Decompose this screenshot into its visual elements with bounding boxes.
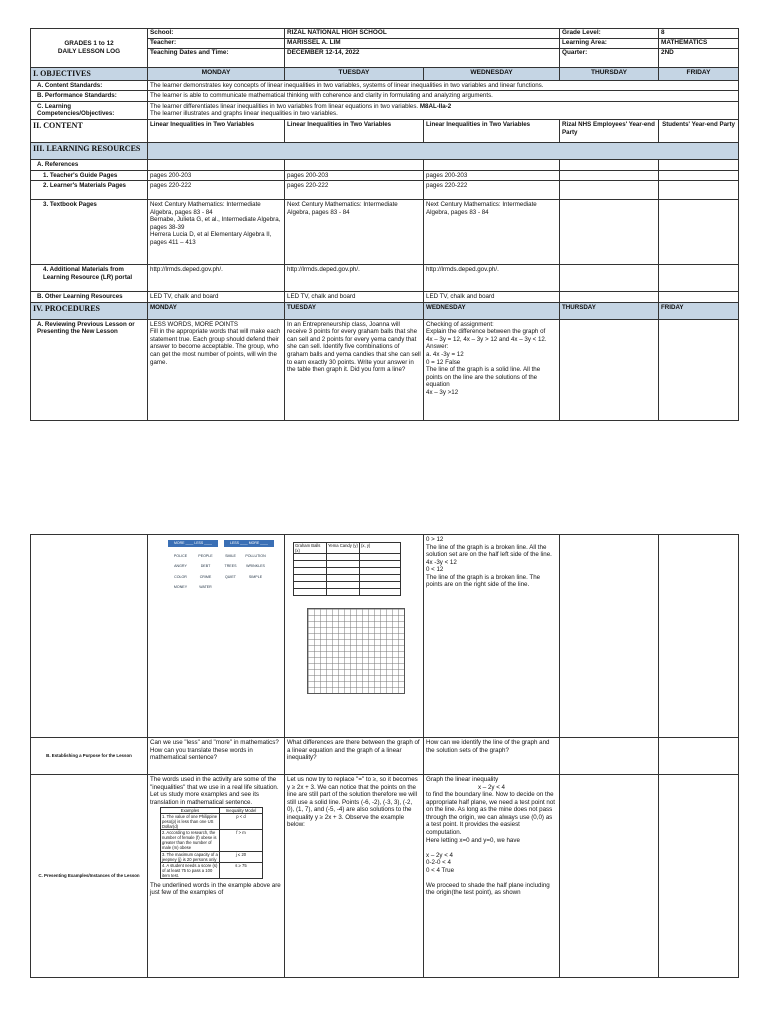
content-wednesday: Linear Inequalities in Two Variables [424,120,560,143]
more-less-card: MORE ____ LESS ____ [168,540,218,547]
proc-day-tuesday: TUESDAY [285,302,424,319]
content-tuesday: Linear Inequalities in Two Variables [285,120,424,143]
other-thursday [560,292,659,303]
objectives-heading: I. OBJECTIVES [31,68,148,81]
resources-heading-fill [148,143,739,160]
game-word: COLOR [174,574,187,579]
continued-label [31,535,148,738]
game-word: POLLUTION [245,554,266,558]
proc-c-monday [148,775,285,978]
grade-level-label: Grade Level: [560,29,659,39]
proc-b-monday: Can we use "less" and "more" in mathematics? How can you translate these words in mathematical sentence? [148,738,285,775]
competency-2: The learner illustrates and graphs linear inequalities in two variables. [150,110,338,118]
other-monday: LED TV, chalk and board [148,292,285,303]
table-cell [360,575,401,582]
competency-1: The learner differentiates linear inequalities in two variables from linear equations in two variables. [150,102,419,110]
content-standards-text: The learner demonstrates key concepts of linear inequalities in two variables, systems of linear inequalities in two variables and linear functions. [148,80,739,91]
day-header-wednesday: WEDNESDAY [424,68,560,81]
examples-header: Examples [161,808,220,814]
lm-tuesday: pages 220-222 [285,181,424,200]
game-word: MONEY [173,585,188,590]
day-header-friday: FRIDAY [659,68,739,81]
day-header-thursday: THURSDAY [560,68,659,81]
tg-thursday [560,170,659,181]
resources-heading: III. LEARNING RESOURCES [31,143,148,160]
proc-a-label: A. Reviewing Previous Lesson or Presenting the New Lesson [31,319,148,420]
tg-wednesday: pages 200-203 [424,170,560,181]
performance-standards-label: B. Performance Standards: [31,91,148,102]
proc-b-thursday [560,738,659,775]
tb-label: 3. Textbook Pages [31,200,148,265]
tg-monday: pages 200-203 [148,170,285,181]
references-thursday [560,160,659,171]
table-cell [294,582,327,589]
lesson-log-page-2 [30,534,739,978]
proc-day-thursday: THURSDAY [560,302,659,319]
proc-a-friday [659,319,739,420]
tb-wednesday: Next Century Mathematics: Intermediate Algebra, pages 83 - 84 [424,200,560,265]
table-cell [327,589,360,596]
table-header: Yema Candy (y) [327,543,360,554]
proc-c-monday-intro: The words used in the activity are some of the "inequalities" that we use in a real life situation. Let us study more examples and see its translation in mathematical sentence. [150,776,279,806]
table-header: Graham Balls (x) [294,543,327,554]
proc-a-tuesday: In an Entrepreneurship class, Joanna will receive 3 points for every graham balls that she can sell and 2 points for every yema candy that she can sell. Identify five combinations of graham balls and yema candies that she can sell to earn exactly 30 points. Write your answer in the table then graph it. Did you form a line? [285,319,424,420]
game-word: TREES [224,564,237,569]
content-monday: Linear Inequalities in Two Variables [148,120,285,143]
proc-a-wednesday-cont: 0 > 12 The line of the graph is a broken line. All the solution set are on the half left side of the line. 4x -3y < 12 0 < 12 The line of the graph is a broken line. The points are on the right side of the line. [424,535,560,738]
proc-c-wednesday [424,775,560,978]
game-word: POLICE [173,554,188,558]
proc-a-monday: LESS WORDS, MORE POINTS Fill in the appropriate words that will make each statement true. Each group should defend their answer to become acceptable. The group, who can get the most number of points, will win the game. [148,319,285,420]
lm-wednesday: pages 220-222 [424,181,560,200]
teacher-value: MARISSEL A. LIM [285,39,560,49]
learning-area-value: MATHEMATICS [659,39,739,49]
tb-tuesday: Next Century Mathematics: Intermediate Algebra, pages 83 - 84 [285,200,424,265]
lm-monday: pages 220-222 [148,181,285,200]
other-tuesday: LED TV, chalk and board [285,292,424,303]
tb-monday: Next Century Mathematics: Intermediate Algebra, pages 83 - 84 Bernabe, Julieta G, et al., Intermediate Algebra, pages 38-39 Herrera Lucia D, et al Elementary Algebra II, pages 411 – 413 [148,200,285,265]
proc-c-friday [659,775,739,978]
cont-friday [659,535,739,738]
lm-label: 2. Learner's Materials Pages [31,181,148,200]
proc-c-wednesday-equation: x – 2y < 4 [477,783,505,791]
competency-code: M8AL-IIa-2 [419,102,452,110]
competencies-text [148,101,739,119]
learning-area-label: Learning Area: [560,39,659,49]
graham-table-cell [285,535,424,738]
references-label: A. References [31,160,148,171]
proc-b-wednesday: How can we identify the line of the graph and the solution sets of the graph? [424,738,560,775]
quarter-label: Quarter: [560,49,659,68]
example-text: 3. The maximum capacity of a jeepney (j) is 20 persons only [162,851,218,862]
table-cell [360,582,401,589]
example-model: p < d [220,814,263,830]
tg-label: 1. Teacher's Guide Pages [31,170,148,181]
game-word: DEBT [200,564,211,569]
tb-thursday [560,200,659,265]
proc-day-wednesday: WEDNESDAY [424,302,560,319]
grades-label: GRADES 1 to 12 [64,40,114,48]
lm-thursday [560,181,659,200]
other-friday [659,292,739,303]
content-thursday: Rizal NHS Employees' Year-end Party [560,120,659,143]
lr-monday[interactable]: http://lrmds.deped.gov.ph/. [148,265,285,292]
quarter-value: 2ND [659,49,739,68]
cont-thursday [560,535,659,738]
lr-tuesday[interactable]: http://lrmds.deped.gov.ph/. [285,265,424,292]
content-standards-label: A. Content Standards: [31,80,148,91]
game-word: SMILE [225,554,236,558]
example-text: 1. The value of one Philippine peso(p) is less than one US Dollar(d) [161,814,220,830]
performance-standards-text: The learner is able to communicate mathematical thinking with coherence and clarity in formulating and analyzing arguments. [148,91,739,102]
competencies-label: C. Learning Competencies/Objectives: [31,101,148,119]
example-model: f > m [220,830,263,851]
references-tuesday [285,160,424,171]
proc-day-monday: MONDAY [148,302,285,319]
table-header: (x, y) [360,543,401,554]
game-word: PEOPLE [198,554,213,558]
daily-lesson-log-label: DAILY LESSON LOG [57,48,121,55]
lm-friday [659,181,739,200]
example-text: 4. A student needs a score (s) of at least 75 to pass a 100 item test. [161,862,220,878]
table-cell [327,561,360,568]
proc-c-monday-outro: The underlined words in the example above are just few of the examples of [150,881,281,897]
example-model: j ≤ 20 [220,851,263,862]
game-word: ANGRY [174,564,187,569]
lr-thursday [560,265,659,292]
table-cell [360,568,401,575]
day-header-tuesday: TUESDAY [285,68,424,81]
table-cell [327,575,360,582]
inequality-model-header: Inequality Model [220,808,263,814]
proc-b-friday [659,738,739,775]
game-word: WATER [199,585,212,590]
proc-b-tuesday: What differences are there between the graph of a linear equation and the graph of a linear inequality? [285,738,424,775]
proc-c-wednesday-intro: Graph the linear inequality [426,776,499,783]
lr-friday [659,265,739,292]
school-label: School: [148,29,285,39]
other-wednesday: LED TV, chalk and board [424,292,560,303]
proc-day-friday: FRIDAY [659,302,739,319]
graph-grid [307,608,405,694]
less-more-card: LESS ____ MORE ____ [224,540,274,547]
word-game-image [150,536,282,736]
log-title [31,29,148,68]
tg-tuesday: pages 200-203 [285,170,424,181]
table-cell [294,568,327,575]
table-cell [360,554,401,561]
school-value: RIZAL NATIONAL HIGH SCHOOL [285,29,560,39]
references-monday [148,160,285,171]
references-wednesday [424,160,560,171]
game-word-grid [168,552,276,594]
table-cell [294,589,327,596]
table-cell [294,561,327,568]
table-cell [360,589,401,596]
dates-label: Teaching Dates and Time: [148,49,285,68]
proc-c-tuesday: Let us now try to replace "=" to ≥, so it becomes y ≥ 2x + 3. We can notice that the points on the line are still part of the solution therefore we will still use a solid line. Points (-6, -2), (-3, 3), (-2, 0), (1, 7), and (-5, -4) are also solutions to the inequality y ≥ 2x + 3. Observe the example below: [285,775,424,978]
other-resources-label: B. Other Learning Resources [31,292,148,303]
example-text: 2. According to research, the number of female (f) obese is greater than the number of male (m) obese [161,830,220,851]
tb-friday [659,200,739,265]
proc-c-wednesday-body: to find the boundary line. Now to decide on the appropriate half plane, we need a test point not on the line. As long as the mine does not pass through the origin, we can always use (0,0) as a test point. It provides the easiest computation. Here letting x=0 and y=0, we have x – 2y < 4 0-2-0 < 4 0 < 4 True We proceed to shade the half plane including the origin(the test point), as shown [426,791,555,897]
example-model: s ≥ 75 [220,862,263,878]
tg-friday [659,170,739,181]
table-cell [327,568,360,575]
content-heading: II. CONTENT [31,120,148,143]
proc-a-thursday [560,319,659,420]
graham-yema-table [293,542,401,596]
table-cell [327,582,360,589]
lr-label: 4. Additional Materials from Learning Resource (LR) portal [31,265,148,292]
lr-wednesday[interactable]: http://lrmds.deped.gov.ph/. [424,265,560,292]
day-header-monday: MONDAY [148,68,285,81]
lesson-log-page-1 [30,28,739,421]
teacher-label: Teacher: [148,39,285,49]
proc-c-thursday [560,775,659,978]
procedures-heading: IV. PROCEDURES [31,302,148,319]
content-friday: Students' Year-end Party [659,120,739,143]
table-cell [327,554,360,561]
inequality-examples-table [160,807,263,878]
table-cell [360,561,401,568]
proc-b-label: B. Establishing a Purpose for the Lesson [31,738,148,775]
proc-c-label: C. Presenting Examples/Instances of the Lesson [31,775,148,978]
table-cell [294,575,327,582]
table-cell [294,554,327,561]
proc-a-wednesday: Checking of assignment: Explain the difference between the graph of 4x – 3y = 12, 4x – 3y > 12 and 4x – 3y < 12. Answer: a. 4x -3y = 12 0 = 12 False The line of the graph is a solid line. All the points on the line are the solutions of the equation 4x – 3y >12 [424,319,560,420]
game-word: QUIET [225,574,236,579]
game-word: SIMPLE [248,574,263,579]
game-word: WRINKLES [246,564,265,569]
game-word: CRIME [199,574,212,579]
dates-value: DECEMBER 12-14, 2022 [285,49,560,68]
references-friday [659,160,739,171]
grade-level-value: 8 [659,29,739,39]
word-game-cell [148,535,285,738]
